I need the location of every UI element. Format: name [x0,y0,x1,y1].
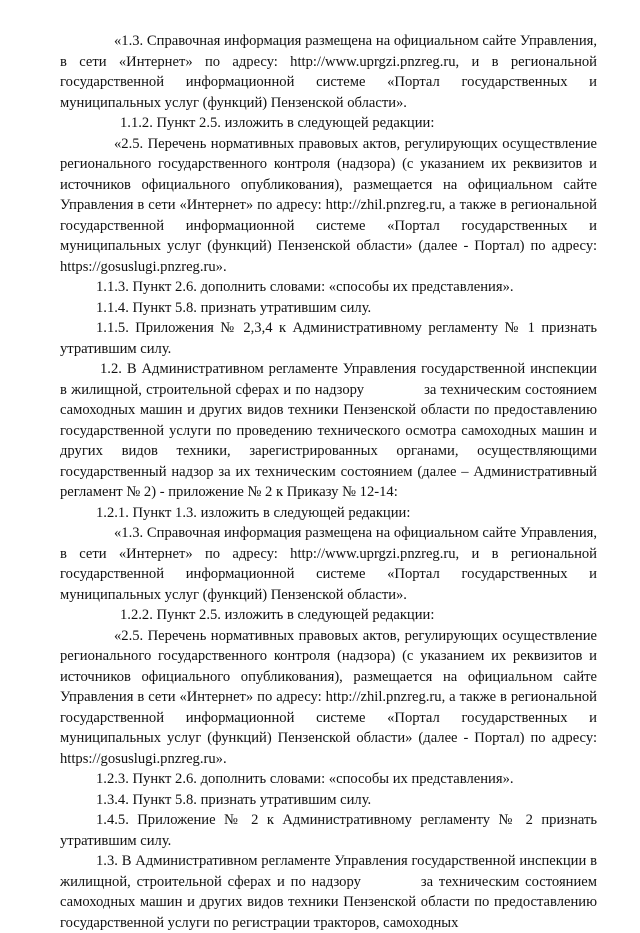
clause-1-2-2: 1.2.2. Пункт 2.5. изложить в следующей редакции: [120,607,435,623]
clause-1-1-4: 1.1.4. Пункт 5.8. признать утратившим силу. [96,299,372,316]
clause-1-2-part-b: за техническим состоянием самоходных машин и других видов техники Пензенской области по предоставлению государственной услуги по проведению технического осмотра самоходных машин и других видов техники, зарегистрированных органами, осуществляющими государственный надзор за их техническим состоянием (далее – Административный регламент № 2) - приложение № 2 к Приказу № 12-14: [60,381,598,500]
clause-1-2-1: 1.2.1. Пункт 1.3. изложить в следующей редакции: [96,504,411,521]
clause-1-2 [60,359,597,503]
clause-1-3-part-a: 1.3. В Административном регламенте Управления государственной инспекции в жилищной, строительной сферах и по надзору [60,853,597,890]
quoted-paragraph-2-5-repeat: «2.5. Перечень нормативных правовых актов, регулирующих осуществление регионального государственного контроля (надзора) (с указанием их реквизитов и источников официального опубликования), размещается на официальном сайте Управления в сети «Интернет» по адресу: http://zhil.pnzreg.ru, а также в региональной государственной информационной системе «Портал государственных и муниципальных услуг (функций) Пензенской области» (далее - Портал) по адресу: https://gosuslugi.pnzreg.ru». [60,627,597,767]
clause-1-2-3: 1.2.3. Пункт 2.6. дополнить словами: «способы их представления». [96,771,514,787]
clause-1-1-2: 1.1.2. Пункт 2.5. изложить в следующей редакции: [120,115,435,131]
quoted-paragraph-1-3: «1.3. Справочная информация размещена на официальном сайте Управления, в сети «Интернет» по адресу: http://www.uprgzi.pnzreg.ru, и в региональной государственной информационной системе «Портал государственных и муниципальных услуг (функций) Пензенской области». [60,33,597,111]
clause-1-3-part-b: за техническим состоянием самоходных машин и других видов техники Пензенской области по предоставлению государственной услуги по регистрации тракторов, самоходных [60,873,597,931]
clause-1-1-5: 1.1.5. Приложения № 2,3,4 к Административному регламенту № 1 признать утратившим силу. [60,320,597,357]
clause-1-2-part-a: 1.2. В Административном регламенте Управления государственной инспекции в жилищной, строительной сферах и по надзору [60,361,597,398]
quoted-paragraph-1-3-repeat: «1.3. Справочная информация размещена на официальном сайте Управления, в сети «Интернет» по адресу: http://www.uprgzi.pnzreg.ru, и в региональной государственной информационной системе «Портал государственных и муниципальных услуг (функций) Пензенской области». [60,525,597,603]
clause-1-3-4: 1.3.4. Пункт 5.8. признать утратившим силу. [96,791,372,808]
clause-1-1-3: 1.1.3. Пункт 2.6. дополнить словами: «способы их представления». [96,279,514,295]
document-body [60,31,597,933]
quoted-paragraph-2-5: «2.5. Перечень нормативных правовых актов, регулирующих осуществление регионального государственного контроля (надзора) (с указанием их реквизитов и источников официального опубликования), размещается на официальном сайте Управления в сети «Интернет» по адресу: http://zhil.pnzreg.ru, а также в региональной государственной информационной системе «Портал государственных и муниципальных услуг (функций) Пензенской области» (далее - Портал) по адресу: https://gosuslugi.pnzreg.ru». [60,135,597,275]
clause-1-4-5: 1.4.5. Приложение № 2 к Административному регламенту № 2 признать утратившим силу. [60,812,597,849]
clause-1-3 [60,851,597,933]
